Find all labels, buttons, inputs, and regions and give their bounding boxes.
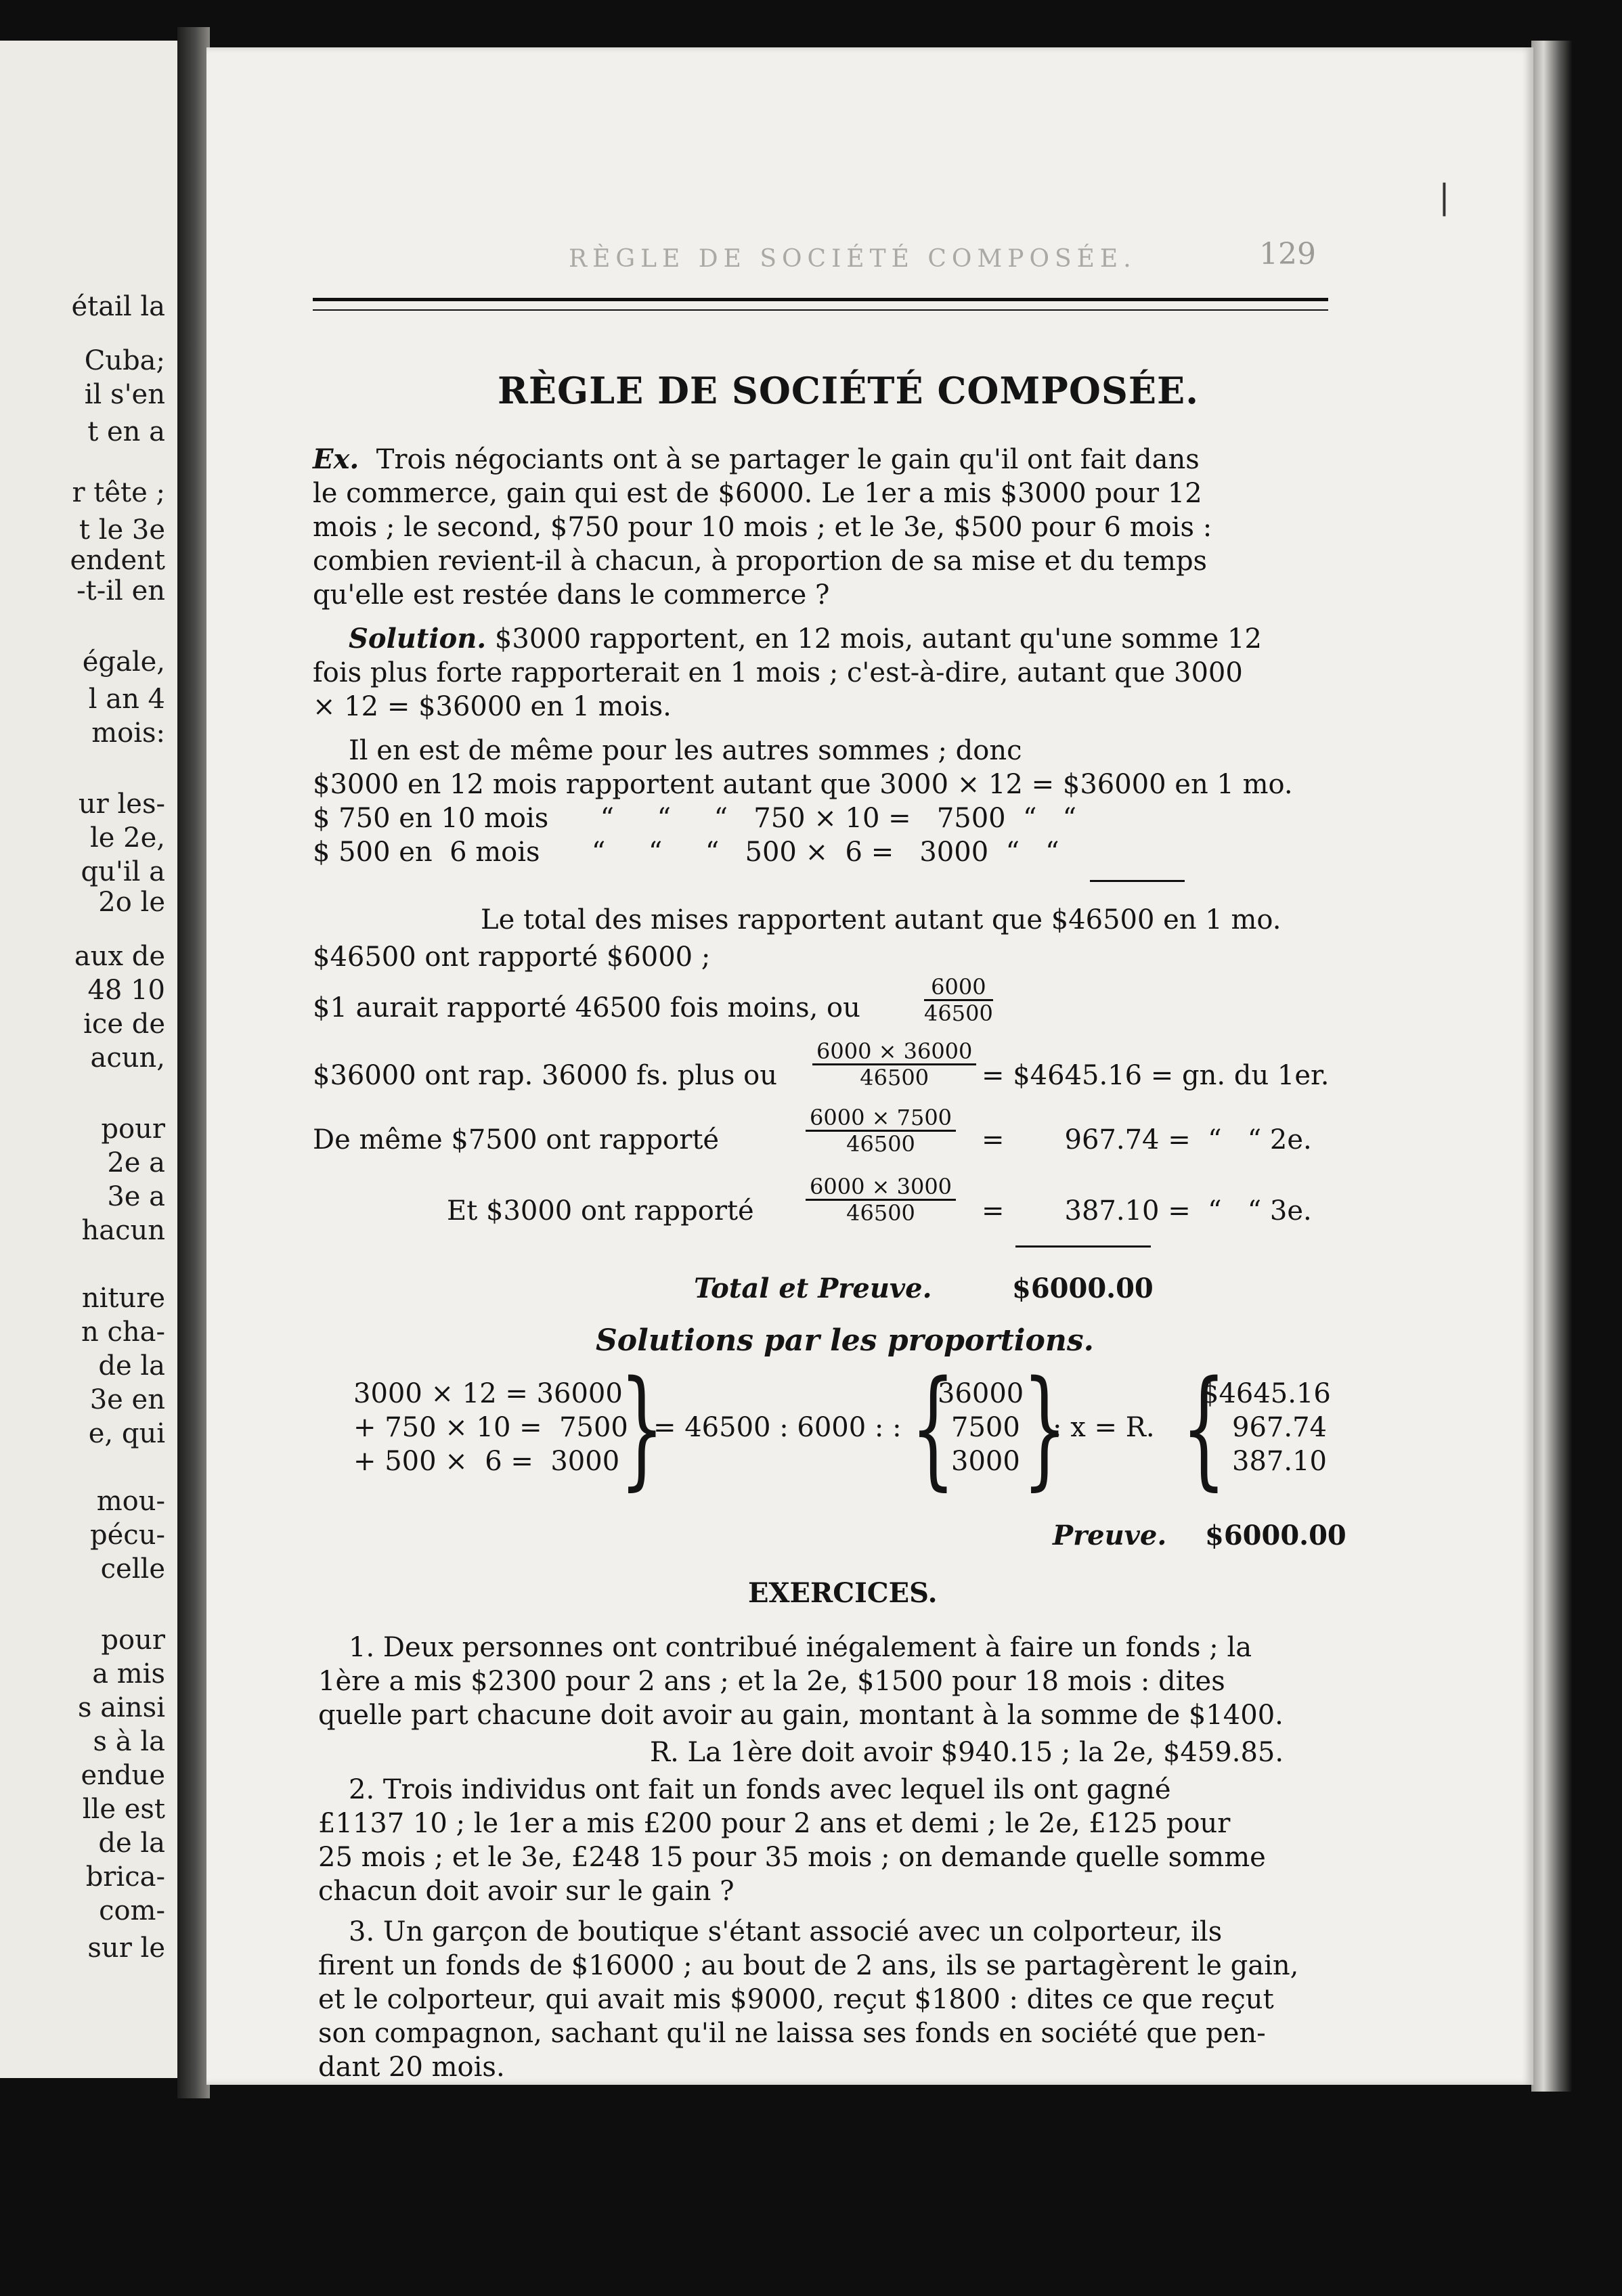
left-page-line: Cuba; xyxy=(84,345,165,376)
proportion-result: 967.74 xyxy=(1232,1412,1327,1443)
left-page-line: a mis xyxy=(92,1658,165,1690)
page-edge xyxy=(1531,41,1572,2092)
proportion-left: 3000 × 12 = 36000 xyxy=(353,1378,623,1409)
exercise-line: firent un fonds de $16000 ; au bout de 2 ans, ils se partagèrent le gain, xyxy=(318,1950,1299,1981)
book-gutter xyxy=(177,27,210,2098)
solution-line: $46500 ont rapporté $6000 ; xyxy=(313,942,711,973)
solution-row: $ 500 en 6 mois “ “ “ 500 × 6 = 3000 “ “ xyxy=(313,837,1059,868)
exercise-line: 25 mois ; et le 3e, £248 15 pour 35 mois ; on demande quelle somme xyxy=(318,1842,1266,1873)
left-page-line: l an 4 xyxy=(88,684,165,715)
left-page-line: ur les- xyxy=(78,789,165,820)
left-page-fragment xyxy=(0,41,177,2078)
exercise-line: £1137 10 ; le 1er a mis £200 pour 2 ans et demi ; le 2e, £125 pour xyxy=(318,1808,1231,1839)
solution-line: fois plus forte rapporterait en 1 mois ; c'est-à-dire, autant que 3000 xyxy=(313,657,1243,688)
left-page-line: sur le xyxy=(87,1933,165,1964)
left-page-line: acun, xyxy=(90,1042,165,1074)
example-line: qu'elle est restée dans le commerce ? xyxy=(313,579,830,611)
left-page-line: s ainsi xyxy=(78,1692,165,1723)
exercise-line: son compagnon, sachant qu'il ne laissa ses fonds en société que pen- xyxy=(318,2018,1266,2049)
example-line: le commerce, gain qui est de $6000. Le 1er a mis $3000 pour 12 xyxy=(313,478,1202,509)
left-page-line: le 2e, xyxy=(89,822,165,854)
left-page-line: 3e a xyxy=(107,1181,165,1212)
left-page-line: 48 10 xyxy=(87,975,165,1006)
left-page-line: 3e en xyxy=(89,1384,165,1415)
solution-line: De même $7500 ont rapporté xyxy=(313,1124,720,1155)
left-page-line: t le 3e xyxy=(79,514,165,546)
proportion-middle: = 46500 : 6000 : : xyxy=(653,1412,902,1443)
proportion-value: 7500 xyxy=(951,1412,1020,1443)
right-brace: } xyxy=(619,1353,665,1503)
left-page-line: ice de xyxy=(83,1009,165,1040)
proportion-value: 3000 xyxy=(951,1446,1020,1477)
proportion-value: 36000 xyxy=(938,1378,1024,1409)
left-brace: { xyxy=(1181,1353,1227,1503)
exercise-line: 3. Un garçon de boutique s'étant associé avec un colporteur, ils xyxy=(349,1916,1223,1947)
page-title: RÈGLE DE SOCIÉTÉ COMPOSÉE. xyxy=(498,369,1199,412)
sum-rule xyxy=(1090,880,1185,882)
exercise-line: quelle part chacune doit avoir au gain, montant à la somme de $1400. xyxy=(318,1700,1284,1731)
solution-result: = 967.74 = “ “ 2e. xyxy=(982,1124,1312,1155)
total-value: $6000.00 xyxy=(1012,1273,1154,1304)
example-line: combien revient-il à chacun, à proportion de sa mise et du temps xyxy=(313,546,1208,577)
left-page-line: aux de xyxy=(74,941,165,972)
exercise-line: 1. Deux personnes ont contribué inégalement à faire un fonds ; la xyxy=(349,1632,1252,1663)
left-page-line: n cha- xyxy=(81,1317,165,1348)
exercise-line: et le colporteur, qui avait mis $9000, reçut $1800 : dites ce que reçut xyxy=(318,1984,1274,2015)
left-page-line: égale, xyxy=(82,646,165,678)
solution-result: = 387.10 = “ “ 3e. xyxy=(982,1195,1312,1227)
left-page-line: étail la xyxy=(71,291,165,322)
proportion-result: $4645.16 xyxy=(1202,1378,1331,1409)
example-line: Ex. Trois négociants ont à se partager le gain qu'il ont fait dans xyxy=(313,443,1200,475)
solution-row: $3000 en 12 mois rapportent autant que 3000 × 12 = $36000 en 1 mo. xyxy=(313,769,1293,800)
header-rule-thin xyxy=(313,309,1328,311)
solution-line: × 12 = $36000 en 1 mois. xyxy=(313,691,672,722)
fraction: 6000 × 3000 46500 xyxy=(806,1174,956,1225)
left-page-line: endent xyxy=(70,545,165,576)
left-brace: { xyxy=(911,1353,956,1503)
margin-mark: | xyxy=(1439,177,1450,217)
solution-line: $36000 ont rap. 36000 fs. plus ou xyxy=(313,1060,778,1091)
left-page-line: 2o le xyxy=(98,887,165,918)
solution-line: Solution. $3000 rapportent, en 12 mois, autant qu'une somme 12 xyxy=(349,623,1262,655)
total-line: Le total des mises rapportent autant que $46500 en 1 mo. xyxy=(481,904,1281,935)
left-page-line: mou- xyxy=(96,1486,165,1517)
left-page-line: qu'il a xyxy=(81,856,165,887)
solution-line: Et $3000 ont rapporté xyxy=(447,1195,754,1227)
proportion-result: 387.10 xyxy=(1232,1446,1327,1477)
left-page-line: com- xyxy=(99,1895,165,1926)
exercise-line: chacun doit avoir sur le gain ? xyxy=(318,1876,735,1907)
left-page-line: endue xyxy=(81,1760,165,1791)
left-page-line: pour xyxy=(101,1625,165,1656)
left-page-line: pécu- xyxy=(90,1520,165,1551)
solution-row: $ 750 en 10 mois “ “ “ 750 × 10 = 7500 “ “ xyxy=(313,803,1077,834)
left-page-line: r tête ; xyxy=(72,477,165,508)
proportion-left: + 750 × 10 = 7500 xyxy=(353,1412,628,1443)
fraction: 6000 46500 xyxy=(924,974,993,1026)
left-page-line: e, qui xyxy=(88,1418,165,1449)
left-page-line: s à la xyxy=(93,1726,165,1757)
example-line: mois ; le second, $750 pour 10 mois ; et le 3e, $500 pour 6 mois : xyxy=(313,512,1212,543)
fraction: 6000 × 36000 46500 xyxy=(812,1039,976,1090)
left-page-line: pour xyxy=(101,1113,165,1145)
left-page-line: il s'en xyxy=(84,379,165,410)
left-page-line: brica- xyxy=(85,1861,165,1893)
solution-result: = $4645.16 = gn. du 1er. xyxy=(982,1060,1330,1091)
left-page-line: niture xyxy=(81,1283,165,1314)
right-brace: } xyxy=(1022,1353,1068,1503)
left-page-line: mois: xyxy=(91,718,165,749)
exercise-line: 1ère a mis $2300 pour 2 ans ; et la 2e, $1500 pour 18 mois : dites xyxy=(318,1666,1225,1697)
left-page-line: 2e a xyxy=(107,1147,165,1178)
exercise-line: 2. Trois individus ont fait un fonds avec lequel ils ont gagné xyxy=(349,1774,1171,1805)
left-page-line: de la xyxy=(98,1828,165,1859)
left-page-line: hacun xyxy=(81,1215,165,1246)
left-page-line: -t-il en xyxy=(76,575,165,606)
exercise-line: dant 20 mois. xyxy=(318,2052,505,2083)
exercise-answer: R. La 1ère doit avoir $940.15 ; la 2e, $459.85. xyxy=(650,1737,1284,1768)
left-page-line: t en a xyxy=(87,416,165,447)
header-rule xyxy=(313,298,1328,301)
proportion-left: + 500 × 6 = 3000 xyxy=(353,1446,620,1477)
proof-label: Preuve. xyxy=(1053,1520,1167,1551)
unknown-ratio: : x = R. xyxy=(1053,1412,1155,1443)
left-page-line: de la xyxy=(98,1350,165,1382)
left-page-line: lle est xyxy=(82,1794,165,1825)
sum-rule xyxy=(1015,1245,1151,1248)
proportions-heading: Solutions par les proportions. xyxy=(596,1323,1094,1358)
proof-value: $6000.00 xyxy=(1205,1520,1346,1551)
solution-intro: Il en est de même pour les autres sommes ; donc xyxy=(349,735,1022,766)
exercises-heading: EXERCICES. xyxy=(748,1577,938,1609)
page-number: 129 xyxy=(1259,237,1316,271)
left-page-line: celle xyxy=(100,1553,165,1585)
fraction: 6000 × 7500 46500 xyxy=(806,1105,956,1156)
total-label: Total et Preuve. xyxy=(694,1273,932,1304)
solution-line: $1 aurait rapporté 46500 fois moins, ou xyxy=(313,992,860,1023)
running-head: RÈGLE DE SOCIÉTÉ COMPOSÉE. xyxy=(569,245,1137,273)
